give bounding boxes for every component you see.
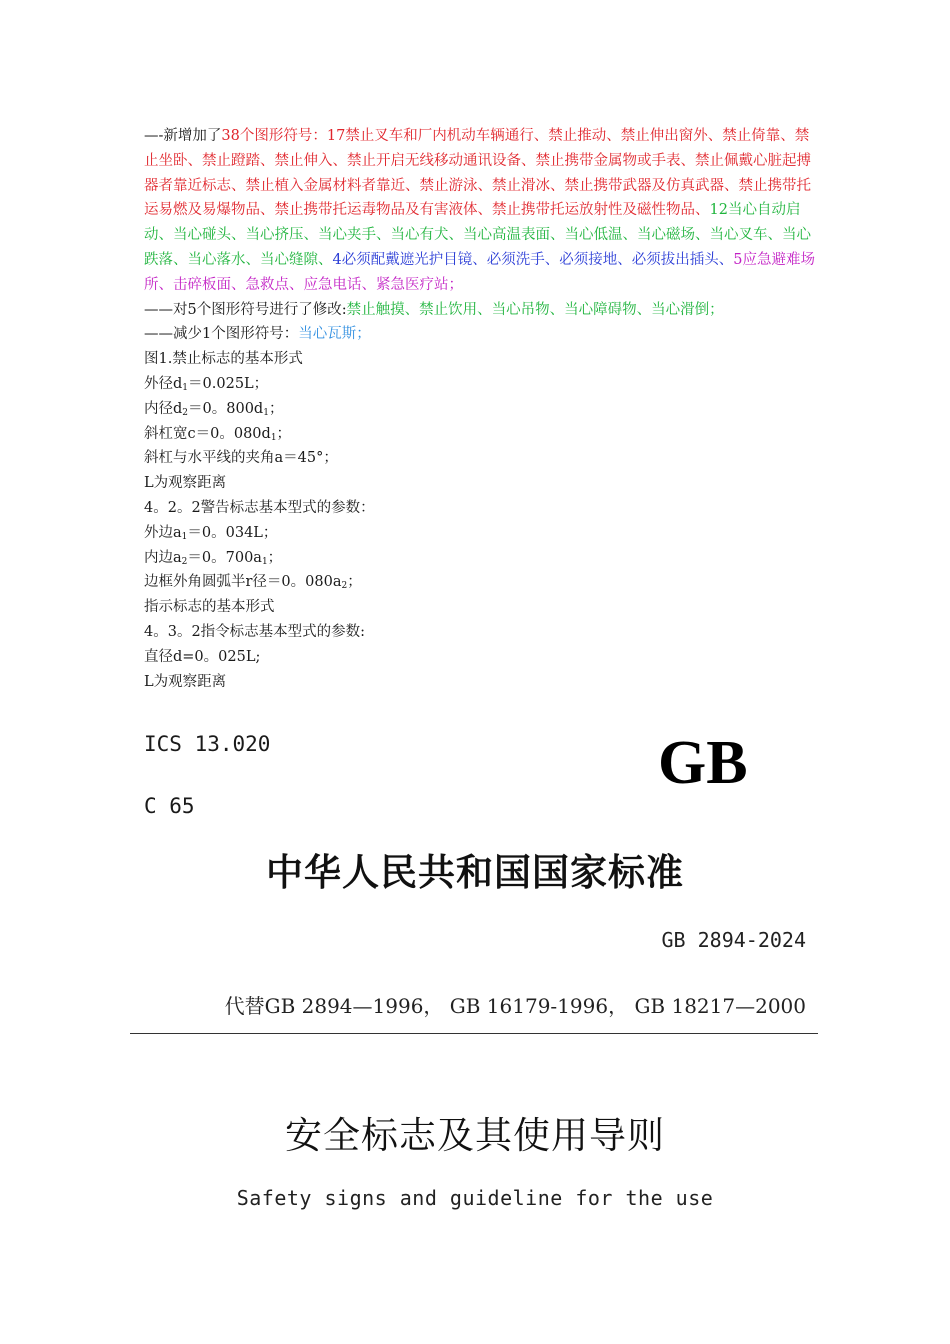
gb-logo: GB (658, 729, 748, 797)
reduced-items: 当心瓦斯； (298, 326, 371, 343)
subscript: 1 (263, 407, 269, 418)
subscript: 1 (270, 432, 277, 443)
punctuation: ； (347, 574, 362, 591)
outer-diameter-value: ＝0.025L； (188, 375, 269, 392)
standard-number: GB 2894-2024 (661, 928, 806, 952)
inner-edge-line (144, 546, 816, 571)
subscript: 2 (181, 556, 188, 567)
corner-radius-line (144, 570, 816, 595)
document-title-en: Safety signs and guideline for the use (236, 1186, 714, 1210)
outer-edge-value: ＝0。034L； (187, 524, 278, 541)
slash-width-line (144, 422, 816, 447)
warning-params-heading: 4。2。2警告标志基本型式的参数： (144, 499, 375, 516)
punctuation: ； (268, 400, 284, 417)
modified-symbols-line (144, 298, 816, 323)
slash-width-text: 斜杠宽c＝0。080d (144, 425, 271, 442)
subscript: 2 (182, 407, 189, 418)
reduced-prefix: ——减少1个图形符号： (144, 326, 299, 343)
national-standard-title: 中华人民共和国国家标准 (266, 851, 684, 894)
punctuation: ； (267, 549, 283, 566)
modified-prefix: ——对5个图形符号进行了修改: (144, 301, 347, 318)
divider (130, 1033, 818, 1034)
ics-code: ICS 13.020 (144, 732, 271, 756)
outer-edge-line (144, 521, 816, 546)
subscript: 1 (181, 531, 188, 542)
outer-diameter-text: 外径d (144, 375, 183, 392)
inner-diameter-text: 内径d (144, 400, 183, 417)
observation-distance-line-2: L为观察距离 (144, 673, 227, 690)
slash-angle-line: 斜杠与水平线的夹角a＝45°； (144, 450, 338, 467)
indication-sign-heading: 指示标志的基本形式 (144, 599, 275, 616)
reduced-symbols-line (144, 322, 816, 347)
added-symbols-paragraph (144, 124, 816, 298)
added-count: 38个图形符号： (221, 128, 327, 144)
emergency-signs-list: 5应急避难场所、击碎板面、急救点、应急电话、紧急医疗站； (144, 251, 815, 293)
outer-diameter-line (144, 372, 816, 397)
corner-radius-text: 边框外角圆弧半r径＝0。080a (144, 574, 342, 591)
modified-items: 禁止触摸、禁止饮用、当心吊物、当心障碍物、当心滑倒； (346, 301, 724, 318)
inner-edge-value: ＝0。700a (187, 549, 262, 566)
added-prefix: —-新增加了 (144, 128, 222, 144)
replaces-line: 代替GB 2894—1996， GB 16179-1996， GB 18217—2000 (224, 994, 806, 1018)
subscript: 1 (261, 556, 268, 567)
inner-diameter-value: ＝0。800d (188, 400, 264, 417)
revision-notes (144, 124, 816, 694)
classification-code: C 65 (144, 794, 195, 818)
mandatory-signs-list: 4必须配戴遮光护目镜、必须洗手、必须接地、必须拔出插头、 (332, 251, 734, 268)
punctuation: ； (276, 425, 292, 442)
warning-signs-list: 12当心自动启动、当心碰头、当心挤压、当心夹手、当心有犬、当心高温表面、当心低温、当心磁场、当心叉车、当心跌落、当心落水、当心缝隙、 (144, 202, 811, 268)
prohibition-signs-list: 17禁止叉车和厂内机动车辆通行、禁止推动、禁止伸出窗外、禁止倚靠、禁止坐卧、禁止蹬踏、禁止伸入、禁止开启无线移动通讯设备、禁止携带金属物或手表、禁止佩戴心脏起搏器者靠近标志、禁止植入金属材料者靠近、禁止游泳、禁止滑冰、禁止携带武器及仿真武器、禁止携带托运易燃及易爆物品、禁止携带托运毒物品及有害液体、禁止携带托运放射性及磁性物品、 (144, 128, 811, 219)
inner-edge-text: 内边a (144, 549, 182, 566)
subscript: 1 (182, 382, 189, 393)
diameter-line: 直径d=0。025L; (144, 648, 261, 665)
order-params-heading: 4。3。2指令标志基本型式的参数: (144, 623, 366, 640)
figure-caption: 图1.禁止标志的基本形式 (144, 351, 303, 368)
document-title-cn: 安全标志及其使用导则 (285, 1114, 665, 1157)
observation-distance-line: L为观察距离 (144, 475, 227, 492)
outer-edge-text: 外边a (144, 524, 182, 541)
subscript: 2 (341, 581, 348, 592)
inner-diameter-line (144, 397, 816, 422)
